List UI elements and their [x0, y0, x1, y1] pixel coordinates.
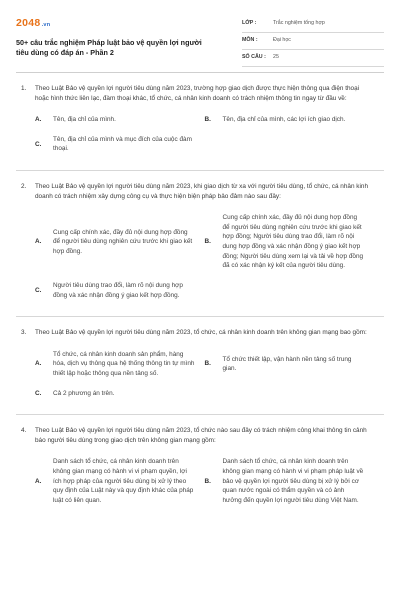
question-divider: [16, 316, 384, 317]
answer-options: [35, 110, 374, 159]
question-body: [35, 182, 384, 305]
option-text: Tên, địa chỉ của mình, các lợi ích giao dịch.: [222, 116, 346, 124]
answer-option-b[interactable]: [205, 452, 375, 510]
option-text: Tên, địa chỉ của mình và mục đích của cuộc đàm thoại.: [53, 135, 192, 153]
meta-value-count: 25: [273, 54, 279, 61]
option-text: Danh sách tổ chức, cá nhân kinh doanh trên không gian mạng có hành vi vi phạm pháp luật về bảo vệ quyền lợi người tiêu dùng bị xử lý bởi cơ quan nước ngoài có thẩm quyền và có ảnh hưởng đến quyền lợi người tiêu dùng Việt Nam.: [222, 458, 364, 504]
question-number: 4.: [21, 427, 27, 435]
answer-option-a[interactable]: [35, 223, 205, 262]
question-2: [16, 182, 384, 305]
question-body: [35, 426, 384, 510]
option-letter: C.: [35, 140, 42, 148]
question-text: Theo Luật Bảo vệ quyền lợi người tiêu dùng năm 2023, tổ chức, cá nhân kinh doanh trên không gian mạng bao gồm:: [35, 329, 367, 337]
question-3: [16, 328, 384, 403]
option-text: Danh sách tổ chức, cá nhân kinh doanh trên không gian mạng có hành vi vi phạm quyền, lợi ích hợp pháp của người tiêu dùng bị xử lý theo quy định của Luật này và quy định khác của pháp luật có liên quan.: [53, 458, 194, 504]
question-number: 1.: [21, 85, 27, 92]
answer-options: [35, 452, 374, 510]
answer-option-b[interactable]: [205, 208, 375, 276]
question-number: 3.: [21, 329, 27, 337]
option-text: Cung cấp chính xác, đầy đủ nội dung hợp đồng để người tiêu dùng nghiên cứu trước khi giao kết hợp đồng.: [53, 228, 193, 255]
answer-options: [35, 208, 374, 305]
document-title: 50+ câu trắc nghiệm Pháp luật bảo vệ quyền lợi người tiêu dùng có đáp án - Phần 2: [16, 37, 202, 57]
option-letter: A.: [35, 360, 42, 368]
option-letter: C.: [35, 286, 42, 294]
question-1: [16, 84, 384, 159]
option-letter: A.: [35, 116, 42, 124]
option-text: Người tiêu dùng trao đổi, làm rõ nội dung hợp đồng và xác nhận đồng ý giao kết hợp đồng.: [53, 281, 183, 299]
option-letter: B.: [204, 238, 211, 246]
question-divider: [16, 170, 384, 171]
option-text: Cung cấp chính xác, đầy đủ nội dung hợp đồng để người tiêu dùng nghiên cứu trước khi giao kết hợp đồng; Người tiêu dùng trao đổi, làm rõ nội dung hợp đồng và xác nhận đồng ý giao kết hợp đồng; Người tiêu dùng xem lại và tải về hợp đồng đã có xác nhận ký kết của người tiêu dùng.: [222, 214, 364, 270]
logo-suffix: .vn: [41, 22, 51, 28]
question-number: 2.: [21, 183, 27, 191]
header-divider: [16, 72, 384, 73]
meta-row-count: [242, 50, 384, 67]
question-4: [16, 426, 384, 510]
meta-value-class: Trắc nghiệm tổng hợp: [273, 20, 325, 27]
option-text: Tên, địa chỉ của mình.: [53, 116, 116, 124]
question-body: [35, 84, 384, 159]
meta-key-subject: MÔN :: [242, 37, 258, 44]
answer-option-c[interactable]: [35, 384, 374, 404]
option-text: Cả 2 phương án trên.: [53, 389, 115, 397]
logo-text: 2048: [16, 17, 41, 29]
answer-option-b[interactable]: [205, 110, 375, 130]
answer-option-a[interactable]: [35, 345, 205, 384]
question-divider: [16, 414, 384, 415]
question-body: [35, 328, 384, 403]
meta-row-subject: [242, 33, 384, 50]
site-logo[interactable]: [16, 16, 206, 32]
option-letter: B.: [204, 477, 211, 485]
answer-options: [35, 345, 374, 403]
document-header: [16, 0, 384, 70]
meta-row-class: [242, 16, 384, 33]
option-text: Tổ chức thiết lập, vận hành nền tảng số trung gian.: [222, 355, 352, 373]
answer-option-a[interactable]: [35, 452, 205, 510]
answer-option-c[interactable]: [35, 276, 205, 305]
meta-key-count: SỐ CÂU :: [242, 54, 266, 61]
option-letter: A.: [35, 238, 42, 246]
option-text: Tổ chức, cá nhân kinh doanh sản phẩm, hàng hóa, dịch vụ thông qua hệ thống thông tin tự mình thiết lập hoặc thông qua nền tảng số.: [53, 350, 195, 377]
option-letter: A.: [35, 477, 42, 485]
option-letter: B.: [204, 116, 211, 124]
option-letter: C.: [35, 389, 42, 397]
answer-option-a[interactable]: [35, 110, 205, 130]
meta-key-class: LỚP :: [242, 20, 257, 27]
question-text: Theo Luật Bảo vệ quyền lợi người tiêu dùng năm 2023, tổ chức nào sau đây có trách nhiệm công khai thông tin cảnh báo người tiêu dùng trong giao dịch trên không gian mạng gồm:: [35, 427, 367, 444]
answer-option-c[interactable]: [35, 130, 205, 159]
question-text: Theo Luật Bảo vệ quyền lợi người tiêu dùng năm 2023, trường hợp giao dịch được thực hiện thông qua điện thoại hoặc hình thức liên lạc, đàm thoại khác, tổ chức, cá nhân kinh doanh có trách nhiệm thông tin ngay từ đầu về:: [35, 85, 360, 102]
metadata-table: [242, 16, 384, 70]
header-left: [16, 16, 206, 70]
option-letter: B.: [204, 360, 211, 368]
question-text: Theo Luật Bảo vệ quyền lợi người tiêu dùng năm 2023, khi giao dịch từ xa với người tiêu dùng, tổ chức, cá nhân kinh doanh có trách nhiệm xây dựng công cụ và thực hiện biện pháp bảo đảm nào sau đây:: [35, 183, 369, 200]
answer-option-b[interactable]: [205, 350, 375, 379]
meta-value-subject: Đại học: [273, 37, 291, 44]
